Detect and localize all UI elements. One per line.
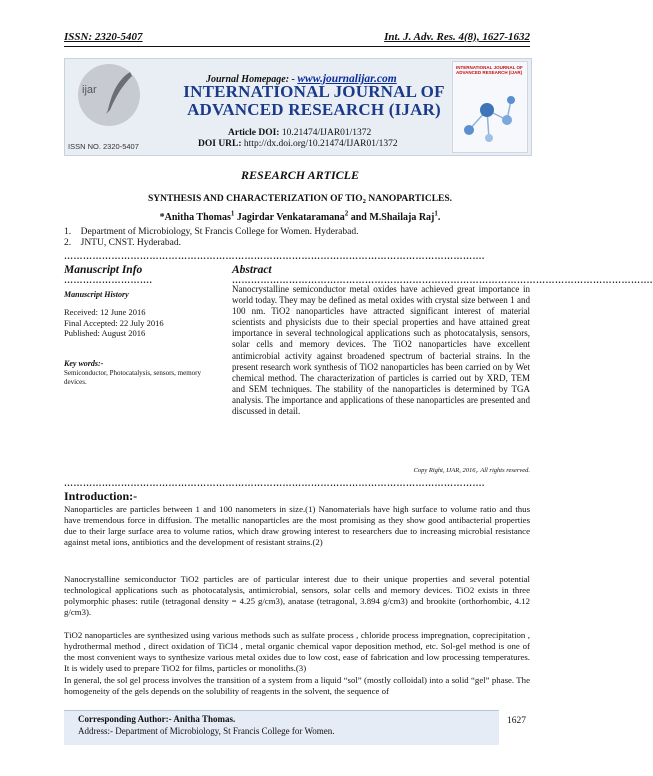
doi-url-label: DOI URL: [198,139,242,149]
journal-logo [66,62,158,152]
author-3-end: . [437,212,441,223]
keywords-heading: Key words:- [64,359,104,368]
dotted-separator-2: ……………………………………………………………………………………………………………………. [64,478,485,488]
journal-title-line2: ADVANCED RESEARCH (IJAR) [187,100,441,119]
affiliation-2: 2. JNTU, CNST. Hyderabad. [64,238,181,248]
author-3-affil: 1 [434,209,438,218]
intro-paragraph-2: Nanocrystalline semiconductor TiO2 particles are of particular interest due to their unique properties and several potential technological applications such as photocatalysis, antimicrobial, sensors, solar cells and memory devices. TiO2 exists in three polymorphic phases: rutile (tetragonal density = 4.25 g/cm3), anatase (tetragonal, 3.894 g/cm3) and brookite (orthorhombic, 4.12 g/cm3). [64,574,530,617]
doi-value: 10.21474/IJAR01/1372 [281,128,372,138]
manuscript-history-heading: Manuscript History [64,290,129,299]
paper-title [0,194,600,204]
logo-issn: ISSN NO. 2320-5407 [68,142,139,151]
abstract-dots: ……………………………………………………………………………………………………………………. [232,275,653,285]
title-subscript: 2 [362,198,366,205]
author-2-affil: 2 [344,209,349,218]
quill-icon [100,70,134,116]
author-address: Address:- Department of Microbiology, St Francis College for Women. [78,726,335,736]
dotted-separator: ……………………………………………………………………………………………………………………. [64,251,485,261]
logo-text: ijar [82,84,97,96]
title-part1: SYNTHESIS AND CHARACTERIZATION OF TIO [147,194,363,204]
author-3: and M.Shailaja Raj [348,212,435,223]
intro-paragraph-3: TiO2 nanoparticles are synthesized using various methods such as sulfate process , chloride process impregnation, coprecipitation , hydrothermal method , direct oxidation of TiCl4 , metal organic chemical vapor deposition method, etc. Sol-gel method is one of the most convenient ways to synthesize various metal oxides due to low cost, ease of fabrication and low processing temperatures. It is widely used to prepare TiO2 for films, particles or monoliths.(3) [64,630,530,673]
intro-paragraph-4: In general, the sol gel process involves the transition of a system from a liquid “sol” (mostly colloidal) into a solid “gel” phase. The homogeneity of the gels depends on the solubility of reagents in the solvent, the sequence of [64,675,530,696]
molecule-icon [459,90,521,148]
doi-url-link[interactable]: http://dx.doi.org/10.21474/IJAR01/1372 [243,139,398,149]
doi-label: Article DOI: [228,128,280,138]
manuscript-info-heading: Manuscript Info [64,264,143,276]
published-date: Published: August 2016 [64,328,146,338]
keywords: Semiconductor, Photocatalysis, sensors, memory devices. [64,369,201,386]
cover-title: INTERNATIONAL JOURNAL OF ADVANCED RESEARCH (IJAR) [456,65,523,75]
introduction-heading: Introduction:- [64,489,138,503]
issn-label: ISSN: 2320-5407 [64,31,143,43]
author-1-affil: 1 [230,209,235,218]
affiliation-1: 1. Department of Microbiology, St Francis College for Women. Hyderabad. [64,227,359,237]
accepted-date: Final Accepted: 22 July 2016 [64,317,164,328]
journal-title [176,83,452,119]
citation-label: Int. J. Adv. Res. 4(8), 1627-1632 [384,31,530,43]
copyright: Copy Right, IJAR, 2016,. All rights reserved. [413,467,530,474]
doi-url [198,139,398,149]
intro-paragraph-1: Nanoparticles are particles between 1 and 100 nanometers in size.(1) Nanomaterials have high surface to volume ratio and thus have tremendous force in diffusion. The metallic nanoparticles are the most promising as they show good antibacterial properties due to their large surface area to volume ratios, which draw growing interest to researchers due to increasing microbial resistance against metal ions, antibiotics and the development of resistant strains.(2) [64,504,530,547]
page-number: 1627 [507,716,526,726]
abstract-heading: Abstract [232,264,272,276]
homepage-link[interactable]: www.journalijar.com [297,73,397,85]
corresponding-author: Corresponding Author:- Anitha Thomas. [78,714,236,724]
manuscript-dots: ………………………. [64,275,153,285]
author-2: Jagirdar Venkataramana [234,212,345,223]
article-type: RESEARCH ARTICLE [241,168,359,182]
header-rule [64,46,530,47]
article-doi [228,128,371,138]
title-part2: NANOPARTICLES. [365,194,453,204]
author-list [0,209,600,223]
abstract-text: Nanocrystalline semiconductor metal oxides have achieved great importance in world today. They may be defined as metal oxides with crystal size between 1 and 100 nm. TiO2 nanoparticles have attracted significant interest of material scientists and physicists due to their special properties and have attained great importance in several technological applications such as photocatalysis, sensors, solar cells and memory devices. The TiO2 nanoparticles have excellent antimicrobial activity against broadened spectrum of bacterial strains. In the present research work synthesis of TiO2 nanoparticles has been carried on by Wet chemical method. The characterization of particles is carried out by XRD, TEM and SEM techniques. The stability of the nanoparticles is determined by TGA analysis. The importance and applications of these nanoparticles are presented and discussed in detail. [232,284,530,417]
author-1: *Anitha Thomas [159,212,231,223]
manuscript-dates [64,307,164,339]
journal-cover-thumbnail [452,61,528,153]
journal-title-line1: INTERNATIONAL JOURNAL OF [183,82,445,101]
received-date: Received: 12 June 2016 [64,307,146,317]
homepage-label: Journal Homepage: - [206,74,295,85]
